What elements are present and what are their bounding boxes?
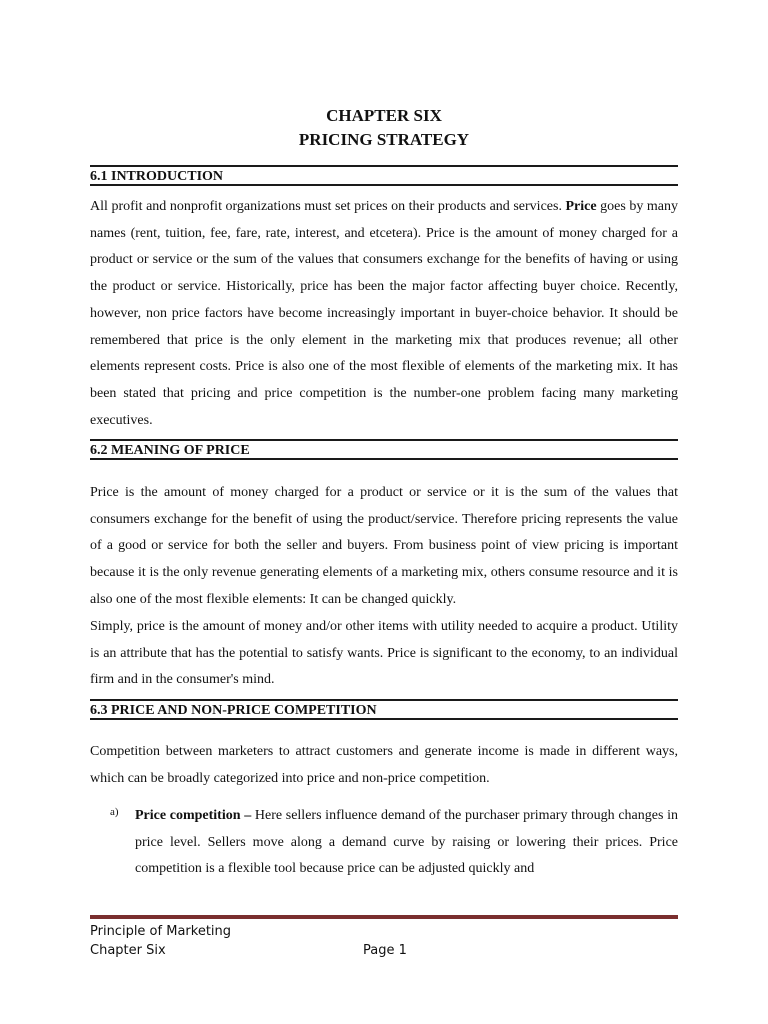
meaning-paragraph-1: Price is the amount of money charged for a product or service or it is the sum of the values that consumers exchange for the benefit of using the product/service. Therefore pricing represents the value of a good or service for both the seller and buyers. From business point of view pricing is important because it is the only revenue generating elements of a marketing mix, others consume resource and it is also one of the most flexible elements: It can be changed quickly.	[90, 485, 678, 607]
footer-divider	[90, 915, 678, 919]
intro-bold-term: Price	[565, 199, 597, 214]
intro-text-before: All profit and nonprofit organizations must set prices on their products and services.	[90, 199, 566, 214]
footer-chapter: Chapter Six	[90, 943, 166, 958]
chapter-title: CHAPTER SIX	[326, 106, 442, 125]
list-item-term: Price competition –	[135, 808, 252, 823]
introduction-paragraph	[90, 194, 678, 434]
list-marker: a)	[110, 806, 119, 818]
section-heading-introduction: 6.1 INTRODUCTION	[90, 165, 678, 186]
list-item	[110, 803, 678, 883]
footer-course-name: Principle of Marketing	[90, 924, 232, 939]
section-heading-price-competition: 6.3 PRICE AND NON-PRICE COMPETITION	[90, 699, 678, 720]
list-item-text	[135, 803, 678, 883]
footer-page-number: Page 1	[363, 943, 407, 958]
list-item-description: Here sellers influence demand of the purchaser primary through changes in price level. Sellers move along a demand curve by raising or lowering their prices. Price competition is a flexible tool because price can be adjusted quickly and	[135, 808, 678, 876]
meaning-paragraph-2: Simply, price is the amount of money and/or other items with utility needed to acquire a product. Utility is an attribute that has the potential to satisfy wants. Price is significant to the economy, to an individual firm and in the consumer's mind.	[90, 619, 678, 688]
intro-text-after: goes by many names (rent, tuition, fee, fare, rate, interest, and etcetera). Price is the amount of money charged for a product or service or the sum of the values that consumers exchange for the benefits of having or using the product or service. Historically, price has been the major factor affecting buyer choice. Recently, however, non price factors have become increasingly important in buyer-choice behavior. It should be remembered that price is the only element in the marketing mix that produces revenue; all other elements represent costs. Price is also one of the most flexible of elements of the marketing mix. It has been stated that pricing and price competition is the number-one problem facing many marketing executives.	[90, 199, 679, 428]
chapter-subtitle: PRICING STRATEGY	[298, 130, 470, 149]
section-heading-meaning-of-price: 6.2 MEANING OF PRICE	[90, 439, 678, 460]
competition-paragraph: Competition between marketers to attract customers and generate income is made in different ways, which can be broadly categorized into price and non-price competition.	[90, 744, 678, 786]
